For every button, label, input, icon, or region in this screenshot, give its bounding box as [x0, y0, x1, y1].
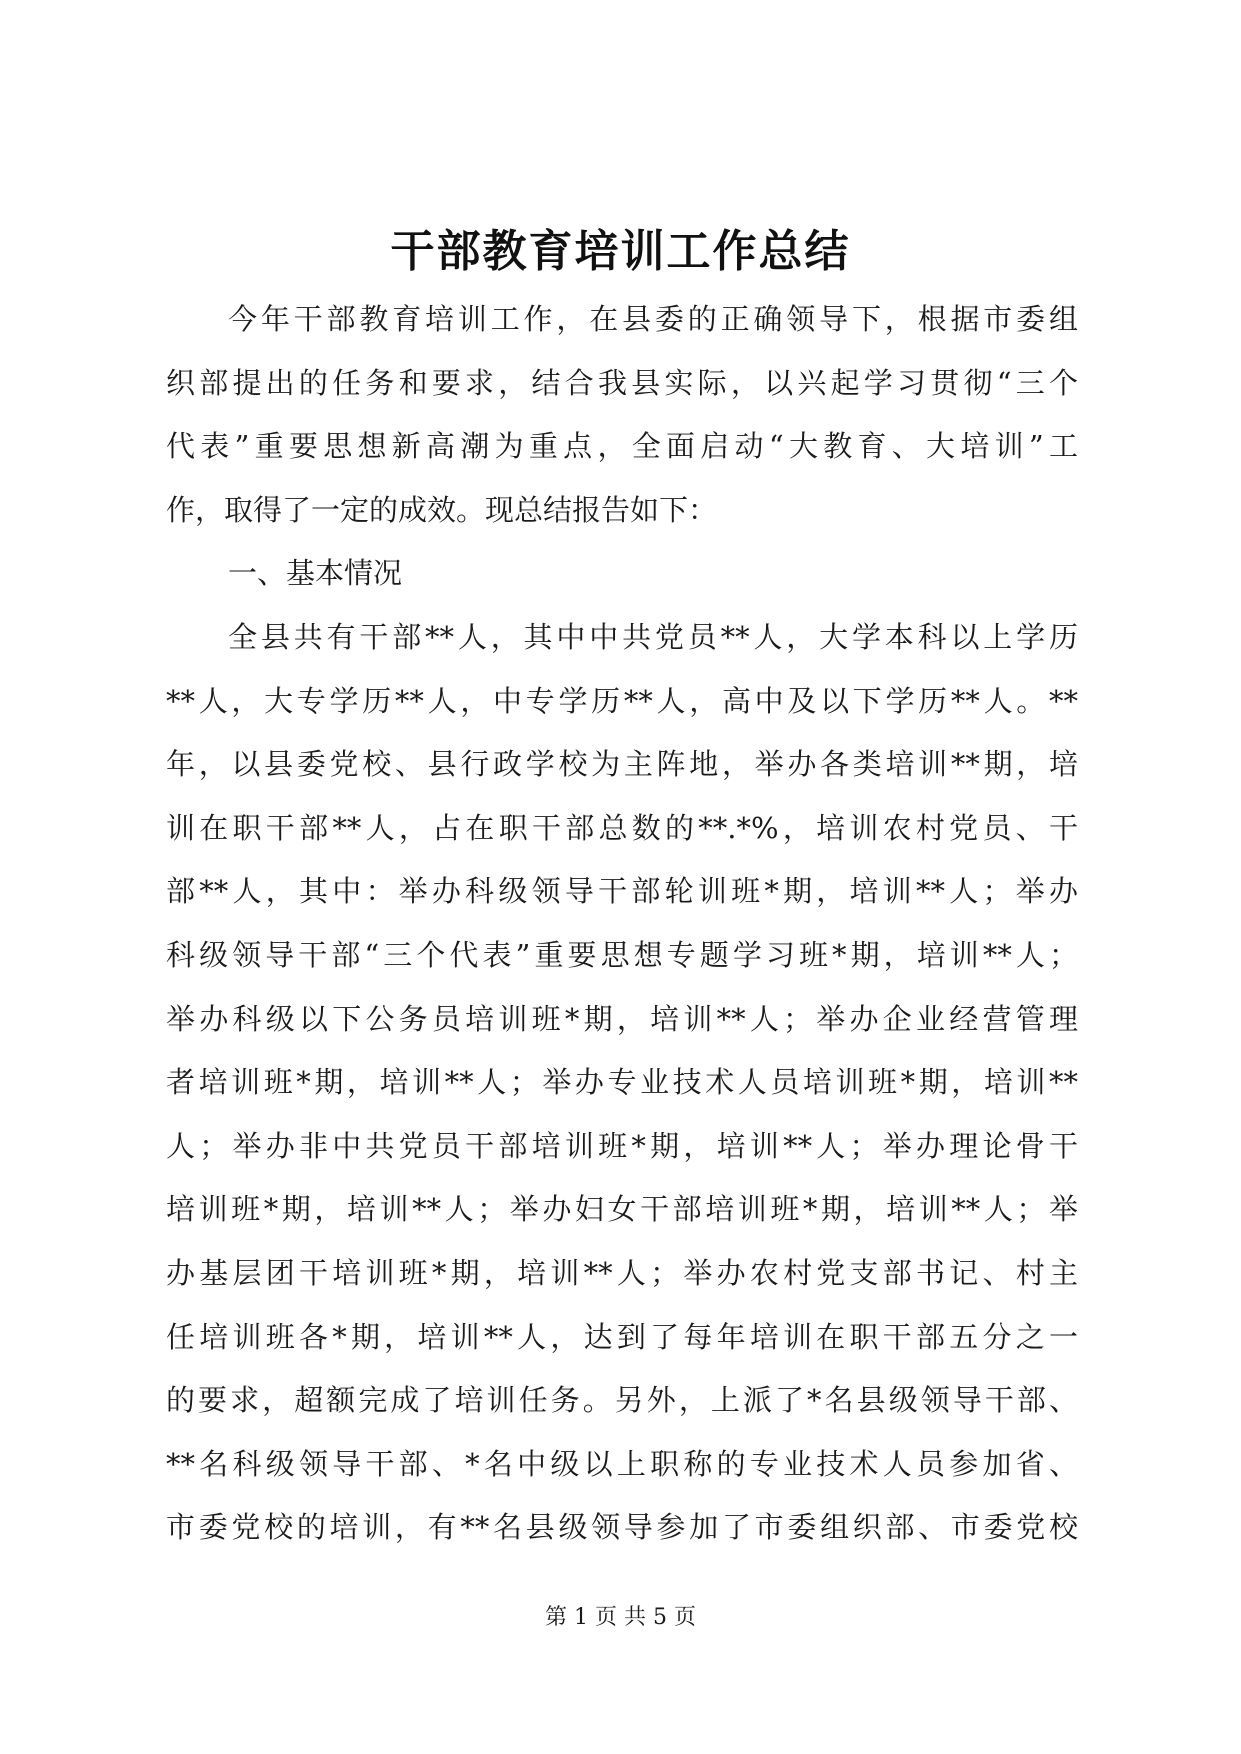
document-body: [166, 288, 1078, 1560]
paragraph-line: 任培训班各*期，培训**人，达到了每年培训在职干部五分之一: [166, 1319, 1078, 1354]
paragraph-line: 全县共有干部**人，其中中共党员**人，大学本科以上学历: [228, 619, 1078, 654]
document-title: 干部教育培训工作总结: [390, 226, 851, 277]
paragraph-line: 织部提出的任务和要求，结合我县实际，以兴起学习贯彻“三个: [166, 365, 1078, 400]
paragraph-line: **人，大专学历**人，中专学历**人，高中及以下学历**人。**: [166, 683, 1078, 718]
paragraph-line: 市委党校的培训，有**名县级领导参加了市委组织部、市委党校: [166, 1510, 1078, 1545]
paragraph-line: 办基层团干培训班*期，培训**人；举办农村党支部书记、村主: [166, 1255, 1078, 1290]
paragraph-line: 训在职干部**人，占在职干部总数的**.*%，培训农村党员、干: [166, 810, 1078, 845]
paragraph-line: 代表”重要思想新高潮为重点，全面启动“大教育、大培训”工: [166, 429, 1078, 464]
paragraph-line: 作，取得了一定的成效。现总结报告如下：: [166, 492, 718, 527]
paragraph-line: 培训班*期，培训**人；举办妇女干部培训班*期，培训**人；举: [166, 1192, 1078, 1227]
paragraph-line: 者培训班*期，培训**人；举办专业技术人员培训班*期，培训**: [166, 1065, 1078, 1100]
section-heading: 一、基本情况: [228, 556, 403, 591]
paragraph-line: **名科级领导干部、*名中级以上职称的专业技术人员参加省、: [166, 1446, 1078, 1481]
paragraph-line: 人；举办非中共党员干部培训班*期，培训**人；举办理论骨干: [166, 1128, 1078, 1163]
paragraph-line: 年，以县委党校、县行政学校为主阵地，举办各类培训**期，培: [166, 747, 1078, 782]
paragraph-line: 科级领导干部“三个代表”重要思想专题学习班*期，培训**人；: [166, 937, 1078, 972]
paragraph-line: 部**人，其中：举办科级领导干部轮训班*期，培训**人；举办: [166, 874, 1078, 909]
page-indicator: 第 1 页 共 5 页: [545, 1605, 696, 1630]
paragraph-line: 举办科级以下公务员培训班*期，培训**人；举办企业经营管理: [166, 1001, 1078, 1036]
paragraph-line: 的要求，超额完成了培训任务。另外，上派了*名县级领导干部、: [166, 1383, 1078, 1418]
paragraph-line: 今年干部教育培训工作，在县委的正确领导下，根据市委组: [228, 302, 1078, 336]
